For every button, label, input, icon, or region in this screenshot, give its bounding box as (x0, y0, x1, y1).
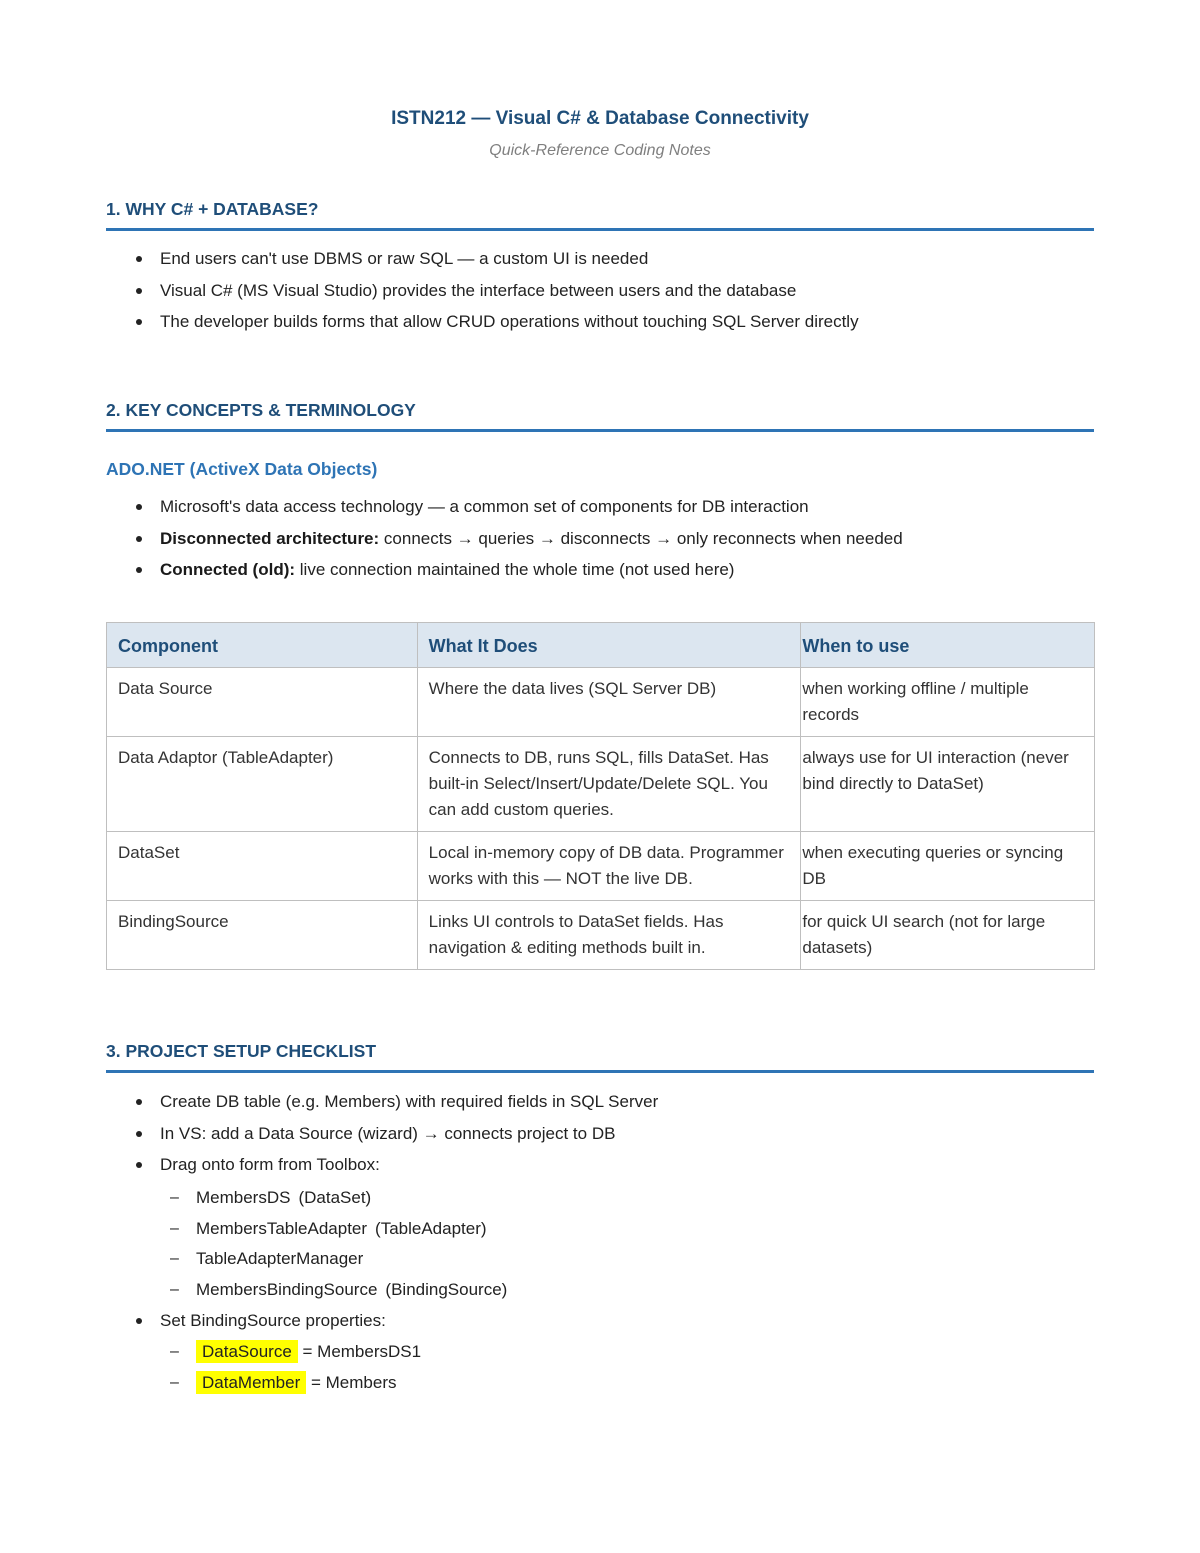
section-1-bullets (106, 243, 859, 338)
table-header: When to use (801, 623, 1095, 668)
table-cell: Where the data lives (SQL Server DB) (417, 668, 801, 737)
table-header-row (107, 623, 1095, 668)
table-cell: DataSet (107, 832, 418, 901)
list-item (106, 1149, 658, 1181)
table-cell: Links UI controls to DataSet fields. Has navigation & editing methods built in. (417, 901, 801, 970)
toolbox-item (106, 1244, 507, 1275)
list-item: The developer builds forms that allow CRUD operations without touching SQL Server directly (106, 306, 859, 338)
toolbox-item-name: MembersBindingSource (196, 1279, 378, 1299)
list-item (106, 554, 903, 586)
table-row (107, 668, 1095, 737)
list-item: Create DB table (e.g. Members) with required fields in SQL Server (106, 1086, 658, 1118)
term-label: Connected (old): (160, 560, 296, 579)
toolbox-item (106, 1214, 507, 1245)
table-cell: BindingSource (107, 901, 418, 970)
section-3-heading: 3. PROJECT SETUP CHECKLIST (106, 1041, 1094, 1073)
table-row (107, 737, 1095, 832)
list-item: In VS: add a Data Source (wizard) → connects project to DB (106, 1118, 658, 1150)
list-item: Set BindingSource properties: (106, 1305, 386, 1337)
table-header: Component (107, 623, 418, 668)
list-item: Visual C# (MS Visual Studio) provides the interface between users and the database (106, 275, 859, 307)
table-cell: Local in-memory copy of DB data. Programmer works with this — NOT the live DB. (417, 832, 801, 901)
section-2-bullets (106, 491, 903, 586)
toolbox-item-type: (TableAdapter) (375, 1218, 487, 1238)
table-header: What It Does (417, 623, 801, 668)
toolbox-item-type: (DataSet) (298, 1188, 372, 1207)
section-2-heading: 2. KEY CONCEPTS & TERMINOLOGY (106, 400, 1094, 432)
toolbox-item-name: TableAdapterManager (196, 1249, 364, 1268)
toolbox-items (106, 1183, 507, 1305)
property-name-highlight: DataSource (196, 1340, 298, 1363)
section-3-bullets (106, 1086, 658, 1181)
property-value: = MembersDS1 (297, 1342, 422, 1361)
table-cell: always use for UI interaction (never bind directly to DataSet) (801, 737, 1095, 832)
document-subtitle: Quick-Reference Coding Notes (489, 142, 711, 159)
term-text: live connection maintained the whole time (not used here) (295, 560, 735, 579)
components-table (106, 622, 1095, 970)
list-item-text: Drag onto form from Toolbox: (160, 1155, 380, 1174)
term-label: Disconnected architecture: (160, 528, 380, 548)
property-item (106, 1368, 421, 1399)
toolbox-item-name: MembersDS (196, 1188, 291, 1207)
property-value: = Members (306, 1372, 397, 1392)
table-row (107, 901, 1095, 970)
property-item (106, 1337, 421, 1368)
term-text: connects → queries → disconnects → only reconnects when needed (379, 528, 903, 548)
section-1-heading: 1. WHY C# + DATABASE? (106, 199, 1094, 231)
toolbox-item (106, 1183, 507, 1214)
list-item (106, 523, 903, 555)
toolbox-item (106, 1275, 507, 1306)
binding-properties (106, 1337, 421, 1398)
section-3-bullets-2 (106, 1305, 386, 1337)
table-cell: Data Source (107, 668, 418, 737)
list-item: End users can't use DBMS or raw SQL — a custom UI is needed (106, 243, 859, 275)
toolbox-item-type: (BindingSource) (385, 1279, 508, 1299)
table-cell: Connects to DB, runs SQL, fills DataSet. Has built-in Select/Insert/Update/Delete SQL. You can add custom queries. (417, 737, 801, 832)
table-cell: for quick UI search (not for large datasets) (801, 901, 1095, 970)
list-item: Microsoft's data access technology — a common set of components for DB interaction (106, 491, 903, 523)
table-cell: when working offline / multiple records (801, 668, 1095, 737)
table-cell: when executing queries or syncing DB (801, 832, 1095, 901)
ado-net-subheading: ADO.NET (ActiveX Data Objects) (106, 459, 378, 479)
table-row (107, 832, 1095, 901)
document-title: ISTN212 — Visual C# & Database Connectivity (391, 108, 809, 129)
property-name-highlight: DataMember (196, 1371, 306, 1394)
table-cell: Data Adaptor (TableAdapter) (107, 737, 418, 832)
toolbox-item-name: MembersTableAdapter (196, 1218, 368, 1238)
